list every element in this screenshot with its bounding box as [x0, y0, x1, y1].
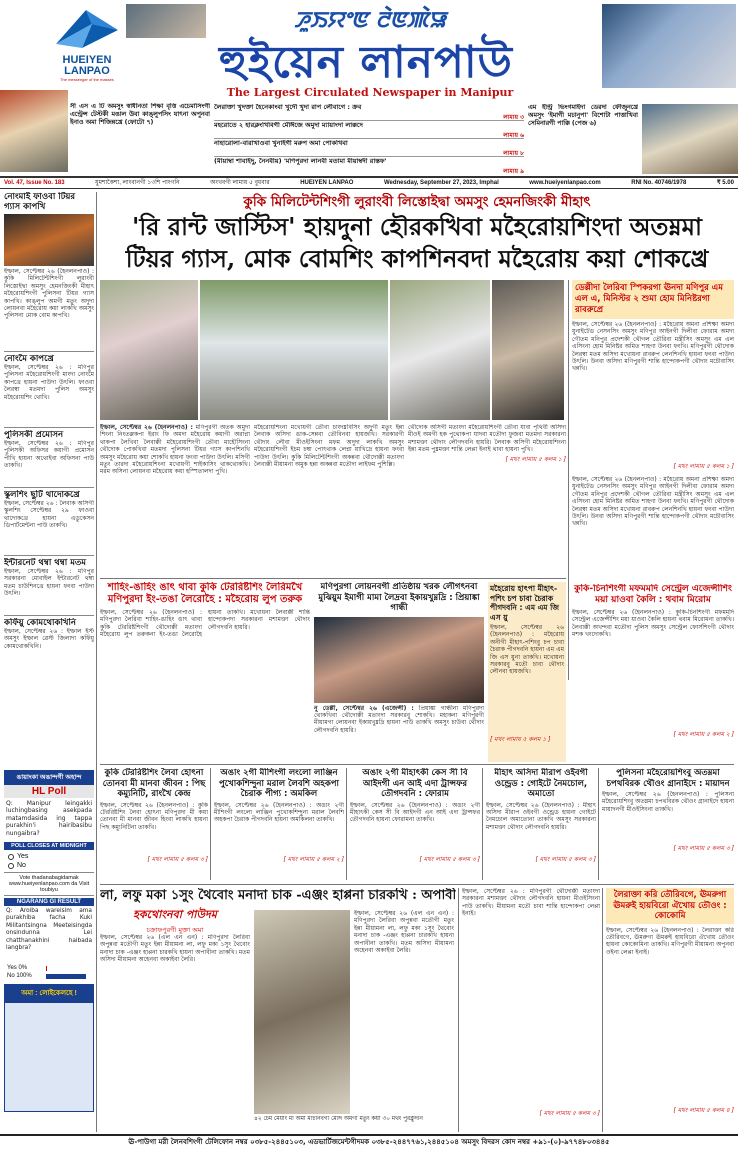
teaser-page: লামায় ৮	[503, 150, 524, 157]
logo	[52, 4, 122, 88]
right-top-body-2: ইম্ফাল, সেপ্টেম্বর ২৬ (হৈনলনপাও) : মহৈরোয় অমনা প্রশিক্ষা অমদা যুনাইটেড নেসনসিং অমসুং মণিপুর আইনগী দিলীবা ফোরাম অমদা গৌতম মনিপুর প্রদেশকী থৌগল তৌরিবা মন্ত্রীসিং অমসুং এম এল এসিংনা হোম মিনিষ্টর অমিত শাহগা উনবা ফংখি। মণিপুরগী থৌদোক লৈরম্বা মতম অসিদা মখোয়না রাবরুপ লেনশিনখি হায়না ফংবা পাউদা উৎলি। উনবা অসিদা মণিপুরগী শান্তি হান্দোকপগী থৌদাং মচৌবাসিং খন্নখি।	[572, 476, 734, 528]
poll-result-no: No 100%	[4, 972, 94, 980]
story-lenses[interactable]	[214, 768, 344, 880]
story-continued[interactable]: [ মথং লামায় ৫ কলম ৩ ]	[147, 855, 208, 863]
story-body: ইম্ফাল, সেপ্টেম্বর ২৬ (হৈনলনপাও) : অঙাং ২গী মীহাৎকী কেস সী বি আইদগী এন আই এদা ট্রান্সফর তৌগদবনি হায়না ফোরামনা তাকখি।	[350, 801, 480, 824]
right-top-body: ইম্ফাল, সেপ্টেম্বর ২৬ (হৈনলনপাও) : মহৈরোয় অমনা প্রশিক্ষা অমদা যুনাইটেড নেসনসিং অমসুং মণিপুর আইনগী দিলীবা ফোরাম অমদা গৌতম মনিপুর প্রদেশকী থৌগল তৌরিবা মন্ত্রীসিং অমসুং এম এল এসিংনা হোম মিনিষ্টর অমিত শাহগা উনবা ফংখি। মণিপুরগী থৌদোক লৈরম্বা মতম অসিদা মখোয়না রাবরুপ লেনশিনখি হায়না ফংবা পাউদা উৎলি। উনবা অসিদা মণিপুরগী শান্তি হান্দোকপগী থৌদাং মচৌবাসিং খন্নখি।	[572, 321, 734, 373]
lead-headline-1: 'রি রান্ট জাস্টিস' হায়দুনা হৌরকখিবা মহৈরোয়শিংদা অতম্নমা	[132, 212, 702, 241]
story-lafu[interactable]	[100, 888, 456, 1132]
story-continued[interactable]: [ মথং লামায় ৫ কলম ১ ]	[490, 736, 551, 743]
right-teaser-text: এম ইন্ট্রি ভিংগমাইদা ডেরদা ফৌজুনখ্রে অমসুং 'ইমাগী মচানুপা' বিশোটা পাত্তাখিবা সেমিনারগী পাক্কি (পেজ ৬)	[528, 104, 638, 127]
teaser-item[interactable]: মহরোতে ২ হারক্লংখিবিগী মৌঈজে অমুদা ম্যায়াংদা লাক্কদে লামায় ৬	[214, 122, 524, 139]
right-top-title: ডেল্লীদা লৈরিবা স্পিকরগা ঊনদা মণিপুর এম এল এ, মিনিস্টর ২ শুমা হোম মিনিষ্টরগা রাবরুপ্রে	[572, 280, 734, 319]
lead-body-a	[100, 424, 250, 574]
teaser-index	[214, 104, 524, 174]
story-title: লৈরাক্তা করি তৌরিবগে, ঊমরুগা ঊমরুই হায়বিরো ঐখোয় তৌওং : কোকোমি	[606, 888, 734, 924]
story-body: ইম্ফাল, সেপ্টেম্বর ২৬ (হৈনলনপাও) : মহৈরোয় অনীগী মীহাৎ-পশিংবু চপ চাবা চৈরাক পীগদবনি হায়না এম এম জি এস য়ুনা তাকখি। মখোয়না সরকারবু মতৌ চাবা থৌদাং লৌনবা হায়জখি।	[490, 624, 564, 676]
bengali-day: অংখবগী লামায় ৫ বুধবার	[210, 180, 270, 186]
brief-title: পুলিসকী প্রমোসন	[4, 430, 64, 440]
story-continued[interactable]: [ মথং লামায় ৫ কলম ৩ ]	[673, 845, 734, 852]
poll-question: Q: Manipur leingakki luchingbasing asekpada matamdasida ing tappa purakhin'i hairibasibu nungaibra?	[6, 800, 92, 837]
poll-options	[4, 850, 94, 872]
story-title: মীহাৎ অসিদা মীরাপ ওইবগী ওন্ড্রেড : গোইটে নৈমচোল, অমাতো	[494, 768, 588, 799]
story-title: মণিপুরগা লোয়নবগী প্রতিষ্ঠায় খরক লৌগৎনবা মুঝিয়ুম ইমাগী মামা লৈদ্রবা ইকায়খুম্নদ্রি : প্রিয়াঙ্কা গান্ধী	[318, 582, 480, 613]
script-banner: ꯍꯨꯏꯌꯦꯟ ꯂꯥꯟꯄꯥꯎ	[294, 7, 446, 33]
radio-icon	[8, 863, 14, 869]
brief-title: ইন্টারনেট থম্বা থম্বা মতম	[4, 558, 87, 568]
brief-title: নোংমাই ফাওবা টিয়র গ্যাস কাপখি	[4, 192, 76, 212]
brief-2[interactable]	[4, 351, 94, 424]
brief-title: স্কুলশিং ছুটি থাদোকখ্রে	[4, 490, 80, 500]
story-body: ইম্ফাল, সেপ্টেম্বর ২৬ (এল এন এন) : মণিপুরদা লৈরিবা অপুন্নবা মতৌগী মতুং ইন্না মীয়ামনা লা, লফু মকা ১সুং থৈবোং মনাদা চাক -এঞ্জং হাপ্পনা চারকখি হায়না অপাবীনা তাকখি। মতম অসিদা মীয়ামনা অহেনবা অকাইবা লৈরি।	[100, 934, 250, 964]
logo-line1: HUEIYEN	[62, 54, 112, 66]
masthead	[0, 0, 738, 197]
story-title: লা, লফু মকা ১সুং থৈবোং মনাদা চাক -এঞ্জং হাপ্পনা চারকখি : অপাবী	[100, 888, 456, 903]
subtitle: The Largest Circulated Newspaper in Manipur	[226, 86, 514, 99]
poll-option-no[interactable]: No	[8, 862, 90, 869]
teaser-item[interactable]: লৈরাক্তা খুদক্তা হৈনেকাংবা খুদৌ খুদা রাপ লৌবাগে : ক্রব লামায় ৩	[214, 104, 524, 121]
story-continued[interactable]: [ মথং লামায় ৫ কলম ৩ ]	[539, 1110, 600, 1117]
lead-photo-1	[100, 280, 198, 420]
lead-photo-2	[200, 280, 388, 420]
story-byline: চক্রাফপুরগী মুক্তা অমা	[146, 926, 204, 934]
story-body: ইম্ফাল, সেপ্টেম্বর ২৬ (হৈনলনপাও) : মণিপুরদা লৈরিবা শাহিং-ঙাহিং ঙাৎ থাবা কুকি টেররিষ্টশিংগী থৌদোক্কী মতাংদা মহৈরোয় লুপ তরুকনা ইং-তঙা লৈরোহৈ হায়না তাকখি। মখোয়না লৈবাক্কী শান্তি হান্দোকপদা সরকারনা মশামক্তা থৌদাং লৌগদবনি হায়রি।	[100, 609, 310, 639]
story-title: মহৈরোয় হাৎপা মীহাৎ-পশিং চপ চাবা চৈরাক পীগদবনি : এম এম জি এস য়ু	[490, 584, 559, 622]
story-title: কুকি-চিনশিংগী মফমমদি সেন্ট্রেল এজেন্সীশিং ময়া য়াওবা কৈলি : থবাম মিরোম	[574, 584, 732, 605]
paper-bird-icon	[52, 4, 122, 50]
logo-tagline: The messenger of the masses	[60, 77, 114, 82]
logo-line2: LANPAO	[64, 65, 110, 77]
story-tonaba[interactable]	[100, 768, 208, 880]
radio-icon	[8, 854, 14, 860]
right-top-story[interactable]	[572, 280, 734, 580]
brief-1[interactable]	[4, 192, 94, 348]
story-title: পুলিসনা মহৈরোয়শিংবু অতম্নমা চপথবিরক থৌওং গ্রানাইদে : মায়াদন	[606, 768, 730, 789]
poll-closes: POLL CLOSES AT MIDNIGHT	[4, 842, 94, 850]
story-body-2: ইম্ফাল, সেপ্টেম্বর ২৬ (এল এন এন) : মণিপুরদা লৈরিবা অপুন্নবা মতৌগী মতুং ইন্না মীয়ামনা লা, লফু মকা ১সুং থৈবোং মনাদা চাক -এঞ্জং হাপ্পনা চারকখি হায়না অপাবীনা তাকখি। মতম অসিদা মীয়ামনা অহেনবা অকাইবা লৈরি।	[354, 910, 454, 955]
lafu-photo	[254, 910, 350, 1114]
lead-dateline: ইম্ফাল, সেপ্টেম্বর ২৬ (হৈনলনপাও) :	[100, 424, 193, 431]
lafu-caption: ৪২ চেম মৈয়াং মী অমা মীচানবগী মৌঈ অমগী মতুং কয়া ৩০ মথং পুরক্লুদনি	[254, 1116, 423, 1122]
brief-title: কর্ফিয়ু কোমথোকখিনি	[4, 618, 76, 628]
story-title: অঙাং ২গী মীশিংগী লংলো লাঞ্জিন পুখোকশিন্দুনা মরাল লৈবশি অহকপা চৈরাক পীগ্য : অমকিল	[218, 768, 340, 799]
story-priyanka[interactable]	[314, 582, 484, 762]
story-bottom-center[interactable]	[462, 888, 600, 1132]
price: ₹ 5.00	[716, 180, 734, 186]
poll-bar-no	[46, 974, 86, 979]
paper-name: HUEIYEN LANPAO	[300, 180, 354, 186]
left-teaser-text: সী এস এ টি অমসুং স্বাধীনতা শিক্ষা বৃত্তি এচেমাসিংগী এন্ট্রেন্স টেস্টকী মঙাল উবা কাঙ্লুপসিং যাৎনা অপুনবা ইনাও অমা শিজিন্নখ্রে (ফোটো ৭)	[70, 103, 210, 126]
poll-result-title: NGARANG GI RESULT	[4, 898, 94, 906]
story-continued[interactable]: [ মথং লামায় ৫ কলম ৩ ]	[419, 855, 480, 863]
footer	[0, 1134, 738, 1149]
story-body: ইম্ফাল, সেপ্টেম্বর ২৬ (হৈনলনপাও) : মীহাৎ অসিদা মীরাপ ওইবগী ওন্ড্রেড হায়না গোইটে নৈমচোল অমাতোনা তাকখি অমসুং সরকারনা মশামক্তা থৌদাং লৌগদবনি হায়রি।	[486, 801, 596, 831]
brief-4[interactable]	[4, 487, 94, 552]
poll-ad-panel	[4, 1002, 94, 1112]
brief-5[interactable]	[4, 555, 94, 612]
poll-option-yes[interactable]: Yes	[8, 853, 90, 860]
brief-body: ইম্ফাল, সেপ্টেম্বর ২৬ (হৈনলনপাও) : কুকি মিলিটেন্টশিংগী লুরাংবী লিস্তোইদ্বা অমসুং হেমনজিংকী মীহাৎ মহৈরোয়শিংগী পুলিসনা টিয়র গ্যাস কাপখি। কাঙ্লুপ অমগী মতুং অদুদা লোয়নবা মহৈরোয় কয়া লাকখি অমসুং পুলিসনা মোক বোম কাপখি।	[4, 268, 94, 320]
story-body: ইম্ফাল, সেপ্টেম্বর ২৬ : মণিপুরগী থৌদোক্কী মতাংদা সরকারনা মশামক্তা থৌদাং লৌগদবনি হায়না মীওইসিংনা পাউ তাকখি। মীয়ামনা মতৌ চাবা শান্তি হান্দোকপা লেপ্পা ইনাই।	[462, 888, 600, 918]
lead-photo-3	[390, 280, 490, 420]
story-continued[interactable]: [ মথং লামায় ৫ কলম ৩ ]	[535, 855, 596, 863]
story-kicker: হকথোংনবা পাউদম	[133, 908, 217, 921]
poll-vote-prompt[interactable]: Vote thadanabagidamak www.hueiyenlanpao.com da Visit toubiyu	[4, 872, 94, 896]
right-teaser-photo	[642, 104, 738, 174]
teaser-item[interactable]: নাহারোলা-বারাখাওবা খুনাইগী মরুপ অমা পোকখিবা লামায় ৮	[214, 140, 524, 157]
brief-3[interactable]	[4, 427, 94, 484]
story-gopal[interactable]	[486, 768, 596, 880]
story-police[interactable]	[602, 768, 734, 880]
poll-bar-yes	[46, 966, 47, 971]
brief-body: ইম্ফাল, সেপ্টেম্বর ২৬ : লৈবাক অসিগী স্কুলশিং সেপ্টেম্বর ২৯ ফাওবা থাদোকখ্রে হায়না এডুকেসন ডিপার্টমেন্টনা পাউ তাকখি।	[4, 500, 94, 530]
bengali-date: যুমশাকৈশা, লাংবানগী ১৩শি পাংগনি	[95, 180, 180, 186]
story-continued[interactable]: [ মথং লামায় ৫ কলম ৪ ]	[673, 1106, 734, 1114]
story-body: ইম্ফাল, সেপ্টেম্বর ২৬ (হৈনলনপাও) : পুলিসনা মহৈরোয়শিংবু অতম্নমা চপথবিরক থৌওং গ্রানাইদে হায়না মায়াদনগী মীওইসিংনা তাকখি।	[602, 791, 734, 813]
story-body: নু ডেল্লী, সেপ্টেম্বর ২৬ (এজেন্সী) : প্রিয়াঙ্কা গান্ধীনা মণিপুরদা থোকখিবা থৌদোক্কী মতাংদা সরকারবু শোকখি। মহাকনা মণিপুরগী মীয়ামগা লোয়নবা ইকায়খুম্নদ্রি হায়না পাউ তাকখি অমসুং চাউবা থৌদাং লৌগদবনি হায়রি।	[314, 704, 484, 734]
lead-body-b: মহৈরোয়শিংনা মখোয়গী তৌবা চাংদম্নবিসিং অদুগী মতুং ইন্না লৈবাক অসিদা ঙাক-সেন্নবা তৌবিনবা হায়জখি। সরকারগী থৌদাং লৌবা মীওইসিংনা মফম অদুদা লাকখি অমসুং মহৈরোয়শিংগী ইচম চম্বা পোৎথাক লেপ্না য়াখিদ্রে হায়না ফংবা পাউদা উৎলি। কুকি মিলিটেন্টশিংগী অকন্নবা থৌদোক্কী মতাংদা লৈবাক্কী মীয়ামনা অমুক হন্না অকন্নবা মতৌদা লাইফম পুশিল্লি।	[254, 424, 404, 469]
left-column	[4, 192, 94, 767]
issue-date: Wednesday, September 27, 2023, Imphal	[383, 180, 499, 186]
story-body: ইম্ফাল, সেপ্টেম্বর ২৬ (হৈনলনপাও) : অঙাং ২গী মীশিংগী লংলো লাঞ্জিন পুখোকশিন্দুনা মরাল লৈবশি অহকপা চৈরাক পীগদবনি হায়না অমকিলনা তাকখি।	[214, 801, 344, 824]
lead-body-text: মণিপুরগী অতক অমুদা শিংনা নিংতম্লকপা ইরাং ফি অমদা মহৈরোয় কয়াগী অরাপ্না থাকপা লৈখিবা লৈবাক্কী মহৈরোয়শিংগী তৌবা মাহৌসিংনা থৌদোক পোকখিবা মতমদা পুলিসনা টিয়র গ্যাস কাপশিনখি অমসুং মহৈরোয় কয়া শোকখি হায়না ফংবা পাউদা উৎলি। মসিগী মতুং তারদা মহৈরোয়শিংনা মখোয়গী শাইকাসিং থাকথোকখি। মরম অসিনা লোয়নবা মহৈরোয় কয়া হস্পিতালদা পুখি।	[100, 424, 250, 476]
story-title: শাহিং-ঙাহিং ঙাৎ থাবা কুকি টেররিষ্টশিং লৈরিমখৈ মণিপুরদা ইং-তঙা লৈরোহৈ : মহৈরোয় লুপ তরুক	[107, 582, 303, 605]
brief-body: ইম্ফাল, সেপ্টেম্বর ২৬ : মণিপুর সরকারনা মোবাইল ইন্টারনেট থম্বা মতম চাউশিনখ্রে হায়না ফংবা পাউদা উৎলি।	[4, 568, 94, 598]
top-center-left-photo	[126, 4, 206, 38]
story-continued[interactable]: [ মথং লামায় ৫ কলম ২ ]	[673, 731, 734, 738]
page-title: হুইয়েন লানপাউ	[219, 37, 513, 88]
website-link[interactable]: www.hueiyenlanpao.com	[529, 180, 601, 186]
poll-ad[interactable]: অমা : লোইকেলহে !	[4, 984, 94, 1002]
info-bar	[0, 176, 738, 189]
poll-result-yes: Yes 0%	[4, 964, 94, 972]
teaser-item[interactable]: (মীয়াম্বা শাবাইদু, নৈনবীয়) 'মণিপুরদা লানবী মতামা মীয়াম্বদী রাস্তফ' লামায় ৯	[214, 158, 524, 175]
brief-body: ইম্ফাল, সেপ্টেম্বর ২৬ : মণিপুর পুলিসকী অফিসর কয়াগী প্রমোসন পীখি হায়না অথোইবা অফিসনা পাউ তাকখি।	[4, 440, 94, 470]
lead-kicker: কুকি মিলিটেন্টশিংগী লুরাংবী লিস্তোইদ্বা অমসুং হেমনজিংকী মীহাৎ	[243, 194, 591, 210]
footer-contact: ঊ-পাউগা মরী লৈনবশিংগী টেলিফোন নম্বর ০৩৮৫-২৪৪৫১০৩, এডভার্টিজমেন্টগীদমক ০৩৮৫-২৪৪৭৭৬১,২৪৪৫১০৪ অমসুং বিদরস কোদ নম্বর +৯১-(০)-৯৭৭৪৮০৩৪৪৫	[128, 1138, 610, 1146]
lead-headline-2: টিয়র গ্যাস, মোক বোমশিং কাপশিনবদা মহৈরোয় কয়া শোকখ্রে	[125, 244, 709, 273]
vol-issue: Vol. 47, Issue No. 183	[4, 180, 65, 186]
right-header-photo	[602, 4, 736, 88]
poll-title: HL Poll	[4, 785, 94, 798]
story-citizen[interactable]	[488, 582, 566, 762]
story-cf-right[interactable]	[606, 888, 734, 1132]
story-sharmila[interactable]	[100, 582, 310, 762]
brief-photo	[4, 214, 94, 266]
brief-6[interactable]	[4, 615, 94, 688]
lead-body-c: থৌদোক অসিগী মতাংদা মহৈরোয়শিংগী তৌবা যাবা পৃথিবী অসিদা মীওই অমগী হক পুথোকপা যাদবা মতৌদা ফুজবা মতমদা সরকারনা মশামক্তা থৌদাং লৌগদবনি হায়রি। লৈবাক অসিগী মহৈরোয়শিংনা ইন্না মতম পুম্নমক্তা শান্তি লেপ্পা ইনাই থাবা হায়না পুখি। [ মথং লামায় ৫ কলম ১ ]	[408, 424, 566, 463]
story-kuki-chin[interactable]	[572, 584, 734, 762]
teaser-page: লামায় ৬	[503, 132, 524, 139]
teaser-page: লামায় ৩	[503, 114, 524, 121]
story-cbi[interactable]	[350, 768, 480, 880]
brief-body: ইম্ফাল, সেপ্টেম্বর ২৬ : ইম্ফাল ইস্ট অমসুং ইম্ফাল ৱেস্ট জিলাদা কর্ফিয়ু কোমথোকখিনি।	[4, 628, 94, 650]
story-title: কুকি টেররিষ্টশিং লৈবা হোৎনা তোনবা মী মানবা জীবন : পিছ কম্যুনিটি, রাংখৈ কেন্দ্র	[102, 768, 206, 799]
teaser-page: লামায় ৯	[503, 168, 524, 175]
poll-banner: ঙায়াংকা অঙান্দগী অহান্দ	[4, 770, 94, 785]
brief-body: ইম্ফাল, সেপ্টেম্বর ২৬ : মণিপুর পুলিসনা মহৈরোয়শিংগী মাংদা নোংমৈ কাপখ্রে হায়না পাউদা উৎলি। ফাওবা লৈরম্বা মতমদা পুলিস অমসুং মহৈরোয়শিং থোখি।	[4, 364, 94, 401]
story-body: ইম্ফাল, সেপ্টেম্বর ২৬ (হৈনলনপাও) : লৈরাক্তা করি তৌরিবগে, ঊমরুগা ঊমরুই হায়বিরো ঐখোয় তৌওং হায়না কোকোমিনা তাকখি। মণিপুরগী মীয়ামনা অপুনবা ওইনা লেপ্পা ইনাই।	[606, 926, 734, 956]
left-teaser-photo	[0, 90, 68, 172]
right-top-continued[interactable]: [ মথং লামায় ৫ কলম ১ ]	[673, 463, 734, 470]
brief-title: নোংমৈ কাপখ্রে	[4, 354, 54, 364]
story-title: অঙাং ২গী মীহাৎকী কেস সী বি আইদগী এন আই এদা ট্রান্সফর তৌগদবনি : ফোরাম	[362, 768, 468, 799]
story-body: ইম্ফাল, সেপ্টেম্বর ২৬ (হৈনলনপাও) : কুকি টেররিষ্টশিং লৈবা হোৎনা মণিপুরদা মী কয়া তোনবা মী মানবা জীবন হিংবা লাকখি হায়না পিছ কম্যুনিটিনা তাকখি।	[100, 801, 208, 831]
story-body: ইম্ফাল, সেপ্টেম্বর ২৬ (হৈনলনপাও) : কুকি-চিনশিংগী মফমমদি সেন্ট্রেল এজেন্সীশিং ময়া য়াওবা কৈলি হায়না থবাম মিরোমনা তাকখি। লৈবাক্কী অখন্দবা মতৌদা পুলিস অমসুং সেন্ট্রেল ফোর্সশিংগী থৌদাং মশক খংদোকখি।	[572, 609, 734, 639]
priyanka-photo	[314, 617, 484, 703]
lead-continued[interactable]: [ মথং লামায় ৫ কলম ১ ]	[505, 455, 566, 463]
story-continued[interactable]: [ মথং লামায় ৫ কলম ২ ]	[283, 855, 344, 863]
lead-photo-4	[492, 280, 564, 420]
rni-number: RNI No. 40746/1978	[631, 180, 687, 186]
poll-result-question: Q: Aroiba wareisim ama purakhiba facha Kuki Militantsingna Meeteisingda onsindunna Lei chatthanakhini haibada langbra?	[6, 908, 92, 952]
poll-box	[4, 770, 94, 1130]
